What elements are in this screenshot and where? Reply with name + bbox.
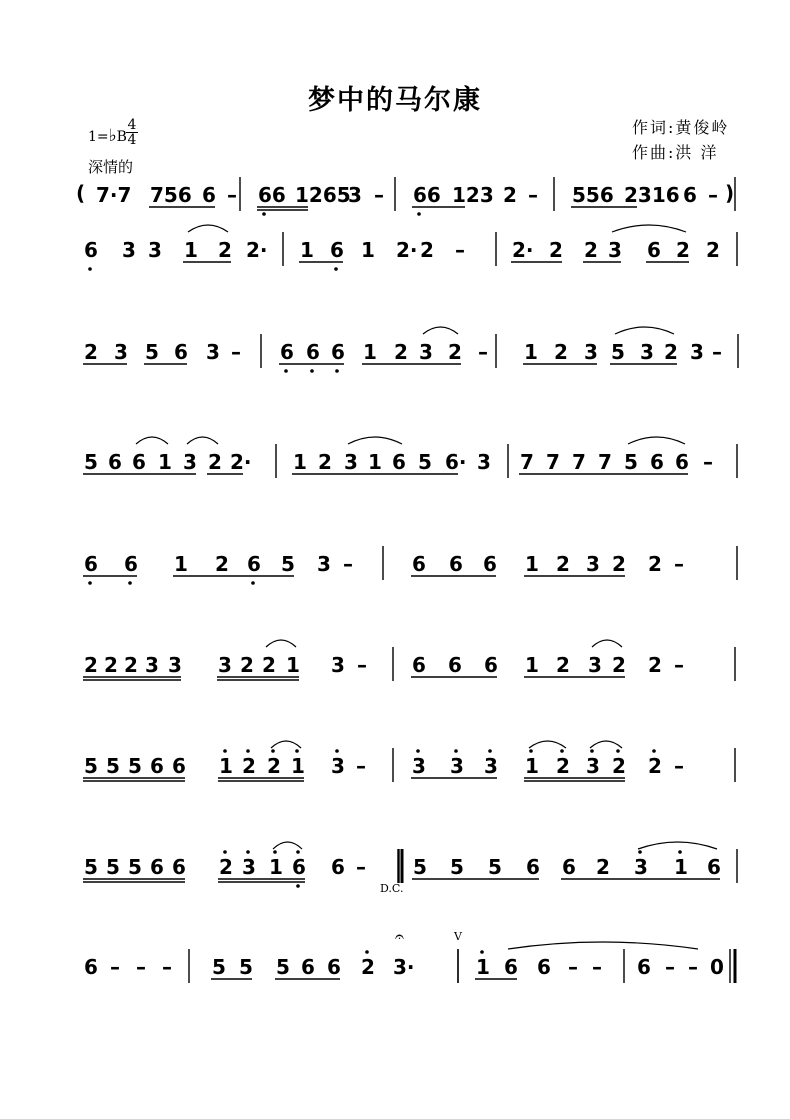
- notation-row: [0, 653, 790, 683]
- slur: [266, 640, 296, 647]
- time-signature-bottom: 4: [127, 132, 137, 148]
- note-token: 5: [281, 552, 295, 576]
- note-token: 2: [664, 340, 678, 364]
- lyric-line: [0, 404, 790, 426]
- composer-credit: 作曲:洪 洋: [632, 143, 719, 162]
- note-token: –: [688, 955, 698, 979]
- note-token: 2: [648, 653, 662, 677]
- octave-dot-high: [480, 950, 484, 954]
- notation-row: [0, 238, 790, 268]
- note-token: 5: [106, 754, 120, 778]
- octave-dot-high: [296, 850, 300, 854]
- lyricist-credit: 作词:黄俊岭: [632, 118, 730, 137]
- note-token: 5: [450, 855, 464, 879]
- slur: [628, 437, 685, 444]
- note-token: 3: [348, 183, 362, 207]
- note-token: 6: [84, 552, 98, 576]
- octave-dot-high: [590, 749, 594, 753]
- note-token: 6: [707, 855, 721, 879]
- note-token: 2: [208, 450, 222, 474]
- da-capo-mark: D.C.: [380, 882, 404, 895]
- note-token: 2: [554, 340, 568, 364]
- octave-dot-high: [335, 749, 339, 753]
- note-token: 3: [114, 340, 128, 364]
- note-token: 1: [525, 552, 539, 576]
- note-token: 2: [361, 955, 375, 979]
- note-token: 2: [318, 450, 332, 474]
- note-token: 3: [331, 653, 345, 677]
- note-token: 1: [293, 450, 307, 474]
- note-token: –: [674, 552, 684, 576]
- slur: [529, 741, 566, 748]
- note-token: 6: [647, 238, 661, 262]
- lyric-line: [0, 302, 790, 324]
- note-token: –: [592, 955, 602, 979]
- note-token: 3·: [393, 955, 415, 979]
- lyric-line: [0, 483, 790, 505]
- note-token: 5: [128, 855, 142, 879]
- note-token: 3: [145, 653, 159, 677]
- note-token: 2: [648, 754, 662, 778]
- note-token: –: [231, 340, 241, 364]
- octave-dot-high: [678, 850, 682, 854]
- note-token: 3: [588, 653, 602, 677]
- note-token: 5: [128, 754, 142, 778]
- fermata-mark: 𝄐: [395, 927, 404, 946]
- note-token: 6: [448, 653, 462, 677]
- note-token: 6: [150, 855, 164, 879]
- note-token: 123: [452, 183, 494, 207]
- note-token: 7: [546, 450, 560, 474]
- note-token: 5: [413, 855, 427, 879]
- slur: [187, 437, 218, 444]
- octave-dot-high: [416, 749, 420, 753]
- note-token: 5: [239, 955, 253, 979]
- note-token: 6: [331, 855, 345, 879]
- note-token: 1: [363, 340, 377, 364]
- note-token: 5: [276, 955, 290, 979]
- note-token: 3: [168, 653, 182, 677]
- note-token: 6: [504, 955, 518, 979]
- note-token: 2: [612, 754, 626, 778]
- note-token: –: [478, 340, 488, 364]
- octave-dot-high: [246, 749, 250, 753]
- note-token: 6: [84, 955, 98, 979]
- note-token: 3: [122, 238, 136, 262]
- note-token: 6: [174, 340, 188, 364]
- octave-dot-high: [638, 850, 642, 854]
- note-token: 3: [484, 754, 498, 778]
- note-token: 5: [418, 450, 432, 474]
- note-token: –: [357, 653, 367, 677]
- note-token: –: [528, 183, 538, 207]
- note-token: 3: [608, 238, 622, 262]
- note-token: 6: [172, 855, 186, 879]
- note-token: 2: [84, 340, 98, 364]
- note-token: 1: [184, 238, 198, 262]
- note-token: 2: [556, 552, 570, 576]
- note-token: 1: [674, 855, 688, 879]
- note-token: 6: [124, 552, 138, 576]
- note-token: 6: [412, 552, 426, 576]
- note-token: –: [110, 955, 120, 979]
- note-token: 1: [219, 754, 233, 778]
- notation-row: [0, 183, 790, 213]
- note-token: 6: [331, 340, 345, 364]
- note-token: 6: [392, 450, 406, 474]
- note-token: 6: [84, 238, 98, 262]
- note-token: 2316: [624, 183, 680, 207]
- note-token: –: [356, 754, 366, 778]
- note-token: –: [343, 552, 353, 576]
- note-token: 6: [150, 754, 164, 778]
- note-token: 3: [584, 340, 598, 364]
- note-token: 2: [549, 238, 563, 262]
- note-token: 5: [84, 855, 98, 879]
- note-token: –: [162, 955, 172, 979]
- notation-row: [0, 855, 790, 885]
- lyric-line: [0, 992, 790, 1014]
- note-token: –: [455, 238, 465, 262]
- notation-row: [0, 552, 790, 582]
- octave-dot-high: [223, 850, 227, 854]
- note-token: 6: [292, 855, 306, 879]
- slur: [188, 225, 228, 232]
- note-token: 2: [394, 340, 408, 364]
- note-token: 5: [488, 855, 502, 879]
- note-token: 2·: [246, 238, 268, 262]
- note-token: 2: [648, 552, 662, 576]
- slur: [615, 327, 674, 334]
- note-token: 3: [331, 754, 345, 778]
- note-token: 7: [520, 450, 534, 474]
- notation-row: [0, 955, 790, 985]
- lyric-line: [0, 584, 790, 606]
- note-token: –: [227, 183, 237, 207]
- octave-dot-high: [365, 950, 369, 954]
- note-token: 3: [690, 340, 704, 364]
- intro-close-paren: ): [725, 181, 735, 205]
- note-token: 2: [124, 653, 138, 677]
- note-token: 7·7: [96, 183, 132, 207]
- note-token: 2: [240, 653, 254, 677]
- lyric-line: [0, 786, 790, 808]
- notation-row: [0, 754, 790, 784]
- note-token: –: [374, 183, 384, 207]
- slur: [273, 842, 302, 849]
- flat-sign: ♭: [108, 126, 117, 146]
- note-token: 5: [624, 450, 638, 474]
- note-token: 1: [476, 955, 490, 979]
- note-token: 2: [215, 552, 229, 576]
- note-token: 66: [258, 183, 286, 207]
- note-token: 5: [84, 754, 98, 778]
- slur: [590, 741, 622, 748]
- note-token: 6: [306, 340, 320, 364]
- note-token: 3: [218, 653, 232, 677]
- note-token: 2: [448, 340, 462, 364]
- note-token: 1: [158, 450, 172, 474]
- note-token: 6: [650, 450, 664, 474]
- note-token: 6: [412, 653, 426, 677]
- note-token: 3: [586, 552, 600, 576]
- note-token: –: [712, 340, 722, 364]
- note-token: 2: [267, 754, 281, 778]
- note-token: 2: [556, 653, 570, 677]
- breath-mark: V: [454, 930, 462, 943]
- note-token: 1: [524, 340, 538, 364]
- octave-dot-high: [246, 850, 250, 854]
- song-title: 梦中的马尔康: [308, 85, 482, 116]
- note-token: 6: [172, 754, 186, 778]
- note-token: 3: [634, 855, 648, 879]
- note-token: 6: [483, 552, 497, 576]
- slur: [423, 327, 458, 334]
- note-token: 3: [148, 238, 162, 262]
- note-token: 7: [572, 450, 586, 474]
- note-token: 3: [640, 340, 654, 364]
- note-token: 2·: [230, 450, 252, 474]
- time-signature-top: 4: [127, 117, 137, 133]
- note-token: 6: [301, 955, 315, 979]
- slur: [638, 842, 717, 849]
- note-token: 2: [612, 653, 626, 677]
- note-token: 6: [562, 855, 576, 879]
- note-token: –: [674, 653, 684, 677]
- note-token: 5: [212, 955, 226, 979]
- lyric-line: [0, 615, 790, 637]
- note-token: 66: [413, 183, 441, 207]
- note-token: 3: [477, 450, 491, 474]
- note-token: 6: [280, 340, 294, 364]
- note-token: 2: [84, 653, 98, 677]
- octave-dot-high: [223, 749, 227, 753]
- note-token: 556: [572, 183, 614, 207]
- note-token: 6: [202, 183, 216, 207]
- note-token: 1: [300, 238, 314, 262]
- note-token: –: [136, 955, 146, 979]
- note-token: –: [674, 754, 684, 778]
- octave-dot-high: [616, 749, 620, 753]
- note-token: 6: [449, 552, 463, 576]
- tempo-marking: 深情的: [88, 158, 134, 176]
- note-token: 2: [503, 183, 517, 207]
- note-token: 7: [598, 450, 612, 474]
- note-token: 2: [556, 754, 570, 778]
- octave-dot-high: [529, 749, 533, 753]
- lyric-line: [0, 514, 790, 536]
- lyric-line: [0, 271, 790, 293]
- note-token: 6: [108, 450, 122, 474]
- note-token: 1: [174, 552, 188, 576]
- slur: [612, 225, 686, 232]
- note-token: 6: [526, 855, 540, 879]
- note-token: 1: [525, 754, 539, 778]
- note-token: 6: [132, 450, 146, 474]
- note-token: 3: [450, 754, 464, 778]
- note-token: 2: [104, 653, 118, 677]
- note-token: 3: [344, 450, 358, 474]
- note-token: 2: [420, 238, 434, 262]
- note-token: 1: [525, 653, 539, 677]
- lyric-line: [0, 373, 790, 395]
- note-token: 2: [218, 238, 232, 262]
- key-prefix: 1=: [88, 129, 109, 145]
- note-token: 6·: [445, 450, 467, 474]
- note-token: –: [568, 955, 578, 979]
- lyric-line: [0, 716, 790, 738]
- note-token: 1: [368, 450, 382, 474]
- note-token: 5: [106, 855, 120, 879]
- note-token: 1: [269, 855, 283, 879]
- note-token: 2: [242, 754, 256, 778]
- note-token: 2: [676, 238, 690, 262]
- note-token: 0: [710, 955, 724, 979]
- octave-dot-high: [295, 749, 299, 753]
- note-token: 1265: [295, 183, 351, 207]
- lyric-line: [0, 817, 790, 839]
- note-token: 2: [706, 238, 720, 262]
- note-token: 6: [327, 955, 341, 979]
- note-token: 1: [361, 238, 375, 262]
- note-token: 3: [317, 552, 331, 576]
- note-token: 3: [586, 754, 600, 778]
- slur: [136, 437, 168, 444]
- lyric-line: [0, 685, 790, 707]
- octave-dot-high: [652, 749, 656, 753]
- octave-dot-high: [273, 850, 277, 854]
- note-token: 1: [291, 754, 305, 778]
- notation-row: [0, 340, 790, 370]
- note-token: 3: [183, 450, 197, 474]
- note-token: 6: [330, 238, 344, 262]
- note-token: 2: [584, 238, 598, 262]
- note-token: 5: [145, 340, 159, 364]
- note-token: 2·: [512, 238, 534, 262]
- note-token: –: [708, 183, 718, 207]
- note-token: 6: [683, 183, 697, 207]
- octave-dot-high: [454, 749, 458, 753]
- key-note: B: [116, 129, 127, 145]
- note-token: 2·: [396, 238, 418, 262]
- note-token: 756: [150, 183, 192, 207]
- note-token: 2: [596, 855, 610, 879]
- note-token: 5: [84, 450, 98, 474]
- slur: [508, 942, 698, 949]
- note-token: 5: [611, 340, 625, 364]
- intro-open-paren: (: [76, 181, 86, 205]
- note-token: 6: [247, 552, 261, 576]
- note-token: 6: [484, 653, 498, 677]
- octave-dot-high: [488, 749, 492, 753]
- notation-row: [0, 450, 790, 480]
- note-token: –: [703, 450, 713, 474]
- slur: [592, 640, 622, 647]
- slur: [348, 437, 402, 444]
- note-token: 6: [537, 955, 551, 979]
- note-token: 6: [637, 955, 651, 979]
- note-token: 2: [262, 653, 276, 677]
- note-token: 3: [412, 754, 426, 778]
- note-token: 3: [419, 340, 433, 364]
- note-token: 2: [612, 552, 626, 576]
- note-token: 2: [219, 855, 233, 879]
- note-token: 3: [206, 340, 220, 364]
- note-token: –: [356, 855, 366, 879]
- note-token: 6: [675, 450, 689, 474]
- slur: [271, 741, 301, 748]
- note-token: 1: [286, 653, 300, 677]
- octave-dot-high: [271, 749, 275, 753]
- octave-dot-high: [560, 749, 564, 753]
- note-token: –: [665, 955, 675, 979]
- note-token: 3: [242, 855, 256, 879]
